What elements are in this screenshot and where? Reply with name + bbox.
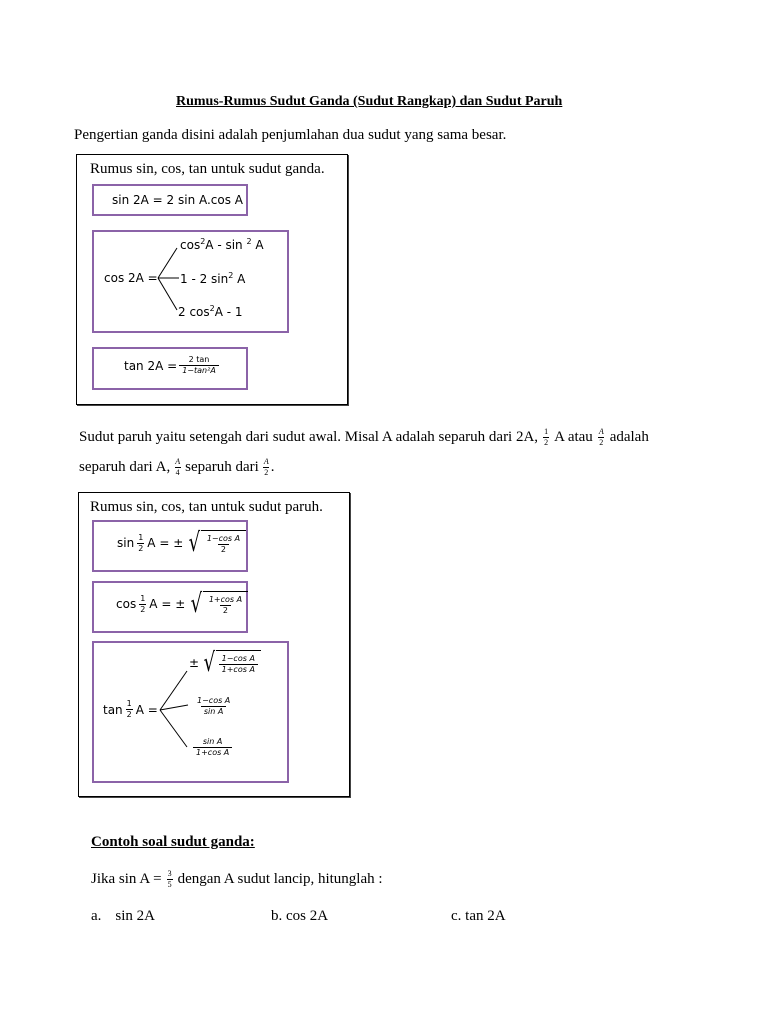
tan-option-3: $\frac{\text{sin A}}{\text{1+cos A}}$ [192,738,233,757]
tan-option-2: $\frac{\text{1−cos A}}{\text{sin A}}$ [197,696,231,716]
example-heading: Contoh soal sudut ganda: [91,834,255,850]
tan-option-1: ± √ $\frac{\text{1−cos A}}{\text{1+cos A}}$ [189,650,261,676]
cos-option-2: 1 - 2 $\sin^2 A$ [180,271,246,286]
page-title: Rumus-Rumus Sudut Ganda (Sudut Rangkap) dan Sudut Paruh [176,94,563,109]
sin-half-formula: sin $\frac{1}{2}$ A = ± √ $\frac{\text{1−cos A}}{2}$ [117,530,246,556]
cos-half-formula: cos $\frac{1}{2}$ A = ± √ $\frac{\text{1+cos A}}{2}$ [116,591,248,617]
cos-option-3: 2 $\cos^2A - 1$ [178,304,243,319]
example-item-c: c. tan 2A [451,908,506,924]
cos-option-1: $\cos^2A$ - sin $^2$ A [180,237,264,252]
example-item-b: b. cos 2A [271,908,329,924]
intro-text: Pengertian ganda disini adalah penjumlahan dua sudut yang sama besar. [74,127,507,143]
paruh-paragraph-line-1: Sudut paruh yaitu setengah dari sudut awal. Misal A adalah separuh dari 2A, $\frac{1}{2}$ A atau $\frac{A}{2}$ adalah [79,427,649,447]
half-angle-heading: Rumus sin, cos, tan untuk sudut paruh. [90,499,323,515]
example-item-a: a. sin 2A [91,908,156,924]
tan-half-label: tan $\frac{1}{2}$ A = [103,699,158,719]
example-question: Jika sin A = $\frac{3}{5}$ dengan A sudut lancip, hitunglah : [91,869,383,889]
sin-2a-formula: sin 2A = 2 sin A.cos A [112,193,244,207]
tan-branch-lines [157,665,193,750]
paruh-paragraph-line-2: separuh dari A, $\frac{A}{4}$ separuh dari $\frac{A}{2}$ . [79,457,275,477]
cos-2a-label: cos 2A = [104,271,158,285]
double-angle-heading: Rumus sin, cos, tan untuk sudut ganda. [90,161,325,177]
tan-2a-formula: tan 2A = $\frac{2 \tan}{\text{1−tan²A}}$ [124,356,220,375]
